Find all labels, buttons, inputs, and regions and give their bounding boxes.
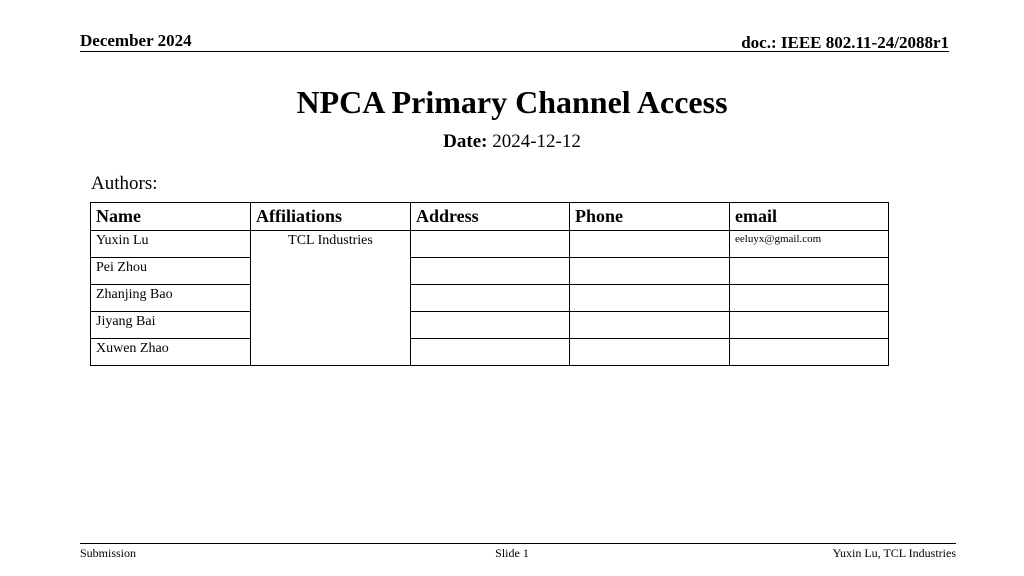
footer-submission: Submission (80, 546, 137, 560)
author-name: Yuxin Lu (91, 231, 251, 258)
author-email (730, 285, 889, 312)
author-affiliation: TCL Industries (251, 231, 411, 366)
slide-title: NPCA Primary Channel Access (296, 84, 728, 120)
date-value: 2024-12-12 (492, 131, 581, 152)
author-phone (570, 258, 730, 285)
author-email (730, 312, 889, 339)
author-email: eeluyx@gmail.com (730, 231, 889, 258)
author-email (730, 339, 889, 366)
table-header-row (91, 203, 889, 231)
author-name: Zhanjing Bao (91, 285, 251, 312)
author-phone (570, 339, 730, 366)
column-header-affiliations: Affiliations (251, 203, 411, 231)
authors-label: Authors: (91, 173, 158, 194)
author-address (411, 231, 570, 258)
footer-author: Yuxin Lu, TCL Industries (832, 546, 956, 560)
date-line (0, 131, 1024, 153)
author-email (730, 258, 889, 285)
author-phone (570, 231, 730, 258)
header-divider (80, 51, 949, 52)
author-address (411, 285, 570, 312)
header-doc-id: doc.: IEEE 802.11-24/2088r1 (741, 33, 949, 52)
author-address (411, 339, 570, 366)
table-row (91, 312, 889, 339)
author-phone (570, 285, 730, 312)
footer-divider (80, 543, 956, 544)
author-address (411, 312, 570, 339)
table-row (91, 231, 889, 258)
author-name: Jiyang Bai (91, 312, 251, 339)
table-row (91, 339, 889, 366)
column-header-name: Name (91, 203, 251, 231)
column-header-address: Address (411, 203, 570, 231)
footer-slide-number: Slide 1 (495, 546, 529, 560)
table-row (91, 258, 889, 285)
author-name: Pei Zhou (91, 258, 251, 285)
author-phone (570, 312, 730, 339)
authors-table (90, 202, 889, 366)
column-header-phone: Phone (570, 203, 730, 231)
date-label: Date: (443, 131, 488, 152)
author-address (411, 258, 570, 285)
table-row (91, 285, 889, 312)
column-header-email: email (730, 203, 889, 231)
header-date: December 2024 (80, 31, 192, 50)
author-name: Xuwen Zhao (91, 339, 251, 366)
